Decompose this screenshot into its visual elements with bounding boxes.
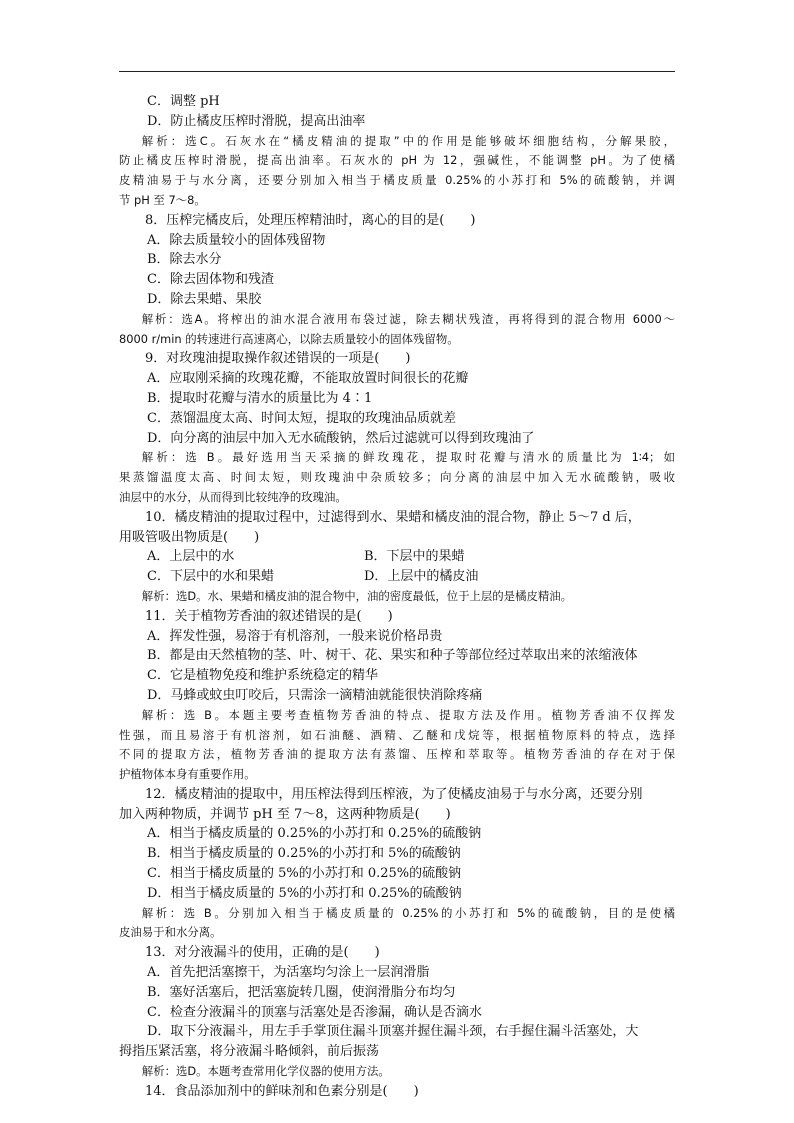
option-row: [119, 567, 675, 587]
option-line: B．都是由天然植物的茎、叶、树干、花、果实和种子等部位经过萃取出来的浓缩液体: [147, 648, 638, 664]
option-line: D．马蜂或蚊虫叮咬后，只需涂一滴精油就能很快消除疼痛: [147, 687, 483, 703]
option-line: A．应取刚采摘的玫瑰花瓣，不能取放置时间很长的花瓣: [147, 371, 469, 387]
option-line: B．提取时花瓣与清水的质量比为 4∶1: [147, 390, 373, 406]
question-12: 12．橘皮精油的提取中，用压榨法得到压榨液，为了使橘皮油易于与水分离，还要分别: [145, 786, 643, 802]
question-13: 13．对分液漏斗的使用，正确的是( ): [145, 945, 380, 961]
question-8: 8．压榨完橘皮后，处理压榨精油时，离心的目的是( ): [145, 212, 476, 228]
answer-line: 解析：选D。水、果蜡和橘皮油的混合物中，油的密度最低，位于上层的是橘皮精油。: [141, 588, 573, 603]
option-line: C．除去固体物和残渣: [147, 272, 274, 288]
answer-line: 皮油易于和水分离。: [119, 925, 222, 940]
option-line: C．它是植物免疫和维护系统稳定的精华: [147, 668, 378, 684]
answer-line: 解析：选D。本题考查常用化学仪器的使用方法。: [141, 1064, 390, 1079]
question-10-cont: 用吸管吸出物质是( ): [119, 529, 260, 545]
header-rule: [119, 71, 675, 72]
answer-line: 油层中的水分，从而得到比较纯净的玫瑰油。: [119, 489, 347, 504]
answer-line: 防止橘皮压榨时滑脱，提高出油率。石灰水的 pH 为 12，强碱性，不能调整 pH。为了使橘: [119, 153, 675, 168]
option-line: D．除去果蜡、果胶: [147, 291, 262, 307]
option-b: B．下层中的果蜡: [364, 549, 465, 565]
answer-line: 解析：选 B。最好选用当天采摘的鲜玫瑰花，提取时花瓣与清水的质量比为 1∶4；如: [141, 450, 675, 465]
option-line: D．防止橘皮压榨时滑脱，提高出油率: [147, 113, 366, 129]
option-line: B．相当于橘皮质量的 0.25%的小苏打和 5%的硫酸钠: [147, 846, 461, 862]
document-page: [119, 92, 675, 1102]
answer-line: 解析：选C。石灰水在“橘皮精油的提取”中的作用是能够破坏细胞结构，分解果胶，: [141, 133, 675, 148]
option-a: A．上层中的水: [147, 549, 235, 565]
option-line: A．相当于橘皮质量的 0.25%的小苏打和 0.25%的硫酸钠: [147, 826, 482, 842]
option-line: A．首先把活塞擦干，为活塞均匀涂上一层润滑脂: [147, 965, 430, 981]
question-10: 10．橘皮精油的提取过程中，过滤得到水、果蜡和橘皮油的混合物，静止 5～7 d 后，: [145, 509, 641, 525]
option-line: B．塞好活塞后，把活塞旋转几圈，使润滑脂分布均匀: [147, 984, 456, 1000]
option-d: D．上层中的橘皮油: [364, 569, 479, 585]
question-9: 9．对玫瑰油提取操作叙述错误的一项是( ): [145, 351, 411, 367]
question-12-cont: 加入两种物质，并调节 pH 至 7～8，这两种物质是( ): [119, 806, 451, 822]
option-line: A．挥发性强，易溶于有机溶剂，一般来说价格昂贵: [147, 628, 443, 644]
option-cont: 拇指压紧活塞，将分液漏斗略倾斜，前后振荡: [119, 1044, 380, 1060]
answer-line: 节 pH 至 7～8。: [119, 192, 206, 207]
question-14: 14．食品添加剂中的鲜味剂和色素分别是( ): [145, 1083, 419, 1099]
option-line: A．除去质量较小的固体残留物: [147, 232, 326, 248]
option-line: C．检查分液漏斗的顶塞与活塞处是否渗漏，确认是否滴水: [147, 1004, 482, 1020]
option-line: D．相当于橘皮质量的 5%的小苏打和 0.25%的硫酸钠: [147, 885, 462, 901]
option-line: D．向分离的油层中加入无水硫酸钠，然后过滤就可以得到玫瑰油了: [147, 430, 535, 446]
answer-line: 解析：选A。将榨出的油水混合液用布袋过滤，除去糊状残渣，再将得到的混合物用 6000～: [141, 311, 675, 326]
answer-line: 性强，而且易溶于有机溶剂，如石油醚、酒精、乙醚和戊烷等，根据植物原料的特点，选择: [119, 727, 675, 742]
option-c: C．下层中的水和果蜡: [147, 569, 274, 585]
option-line: B．除去水分: [147, 252, 222, 268]
option-line: C．相当于橘皮质量的 5%的小苏打和 0.25%的硫酸钠: [147, 866, 462, 882]
question-11: 11．关于植物芳香油的叙述错误的是( ): [145, 608, 393, 624]
option-row: [119, 547, 675, 567]
option-line: D．取下分液漏斗，用左手手掌顶住漏斗顶塞并握住漏斗颈，右手握住漏斗活塞处，大: [147, 1024, 639, 1040]
option-line: C．蒸馏温度太高、时间太短，提取的玫瑰油品质就差: [147, 410, 456, 426]
answer-line: 不同的提取方法，植物芳香油的提取方法有蒸馏、压榨和萃取等。植物芳香油的存在对于保: [119, 747, 675, 762]
answer-line: 解析：选 B。分别加入相当于橘皮质量的 0.25%的小苏打和 5%的硫酸钠，目的是使橘: [141, 905, 675, 920]
answer-line: 8000 r/min 的转速进行高速离心，以除去质量较小的固体残留物。: [119, 331, 459, 346]
answer-line: 护植物体本身有重要作用。: [119, 767, 256, 782]
answer-line: 解析：选 B。本题主要考查植物芳香油的特点、提取方法及作用。植物芳香油不仅挥发: [141, 707, 675, 722]
answer-line: 果蒸馏温度太高、时间太短，则玫瑰油中杂质较多；向分离的油层中加入无水硫酸钠，吸收: [119, 470, 675, 485]
option-line: C．调整 pH: [147, 94, 220, 109]
answer-line: 皮精油易于与水分离，还要分别加入相当于橘皮质量 0.25%的小苏打和 5%的硫酸钠，并调: [119, 173, 675, 188]
